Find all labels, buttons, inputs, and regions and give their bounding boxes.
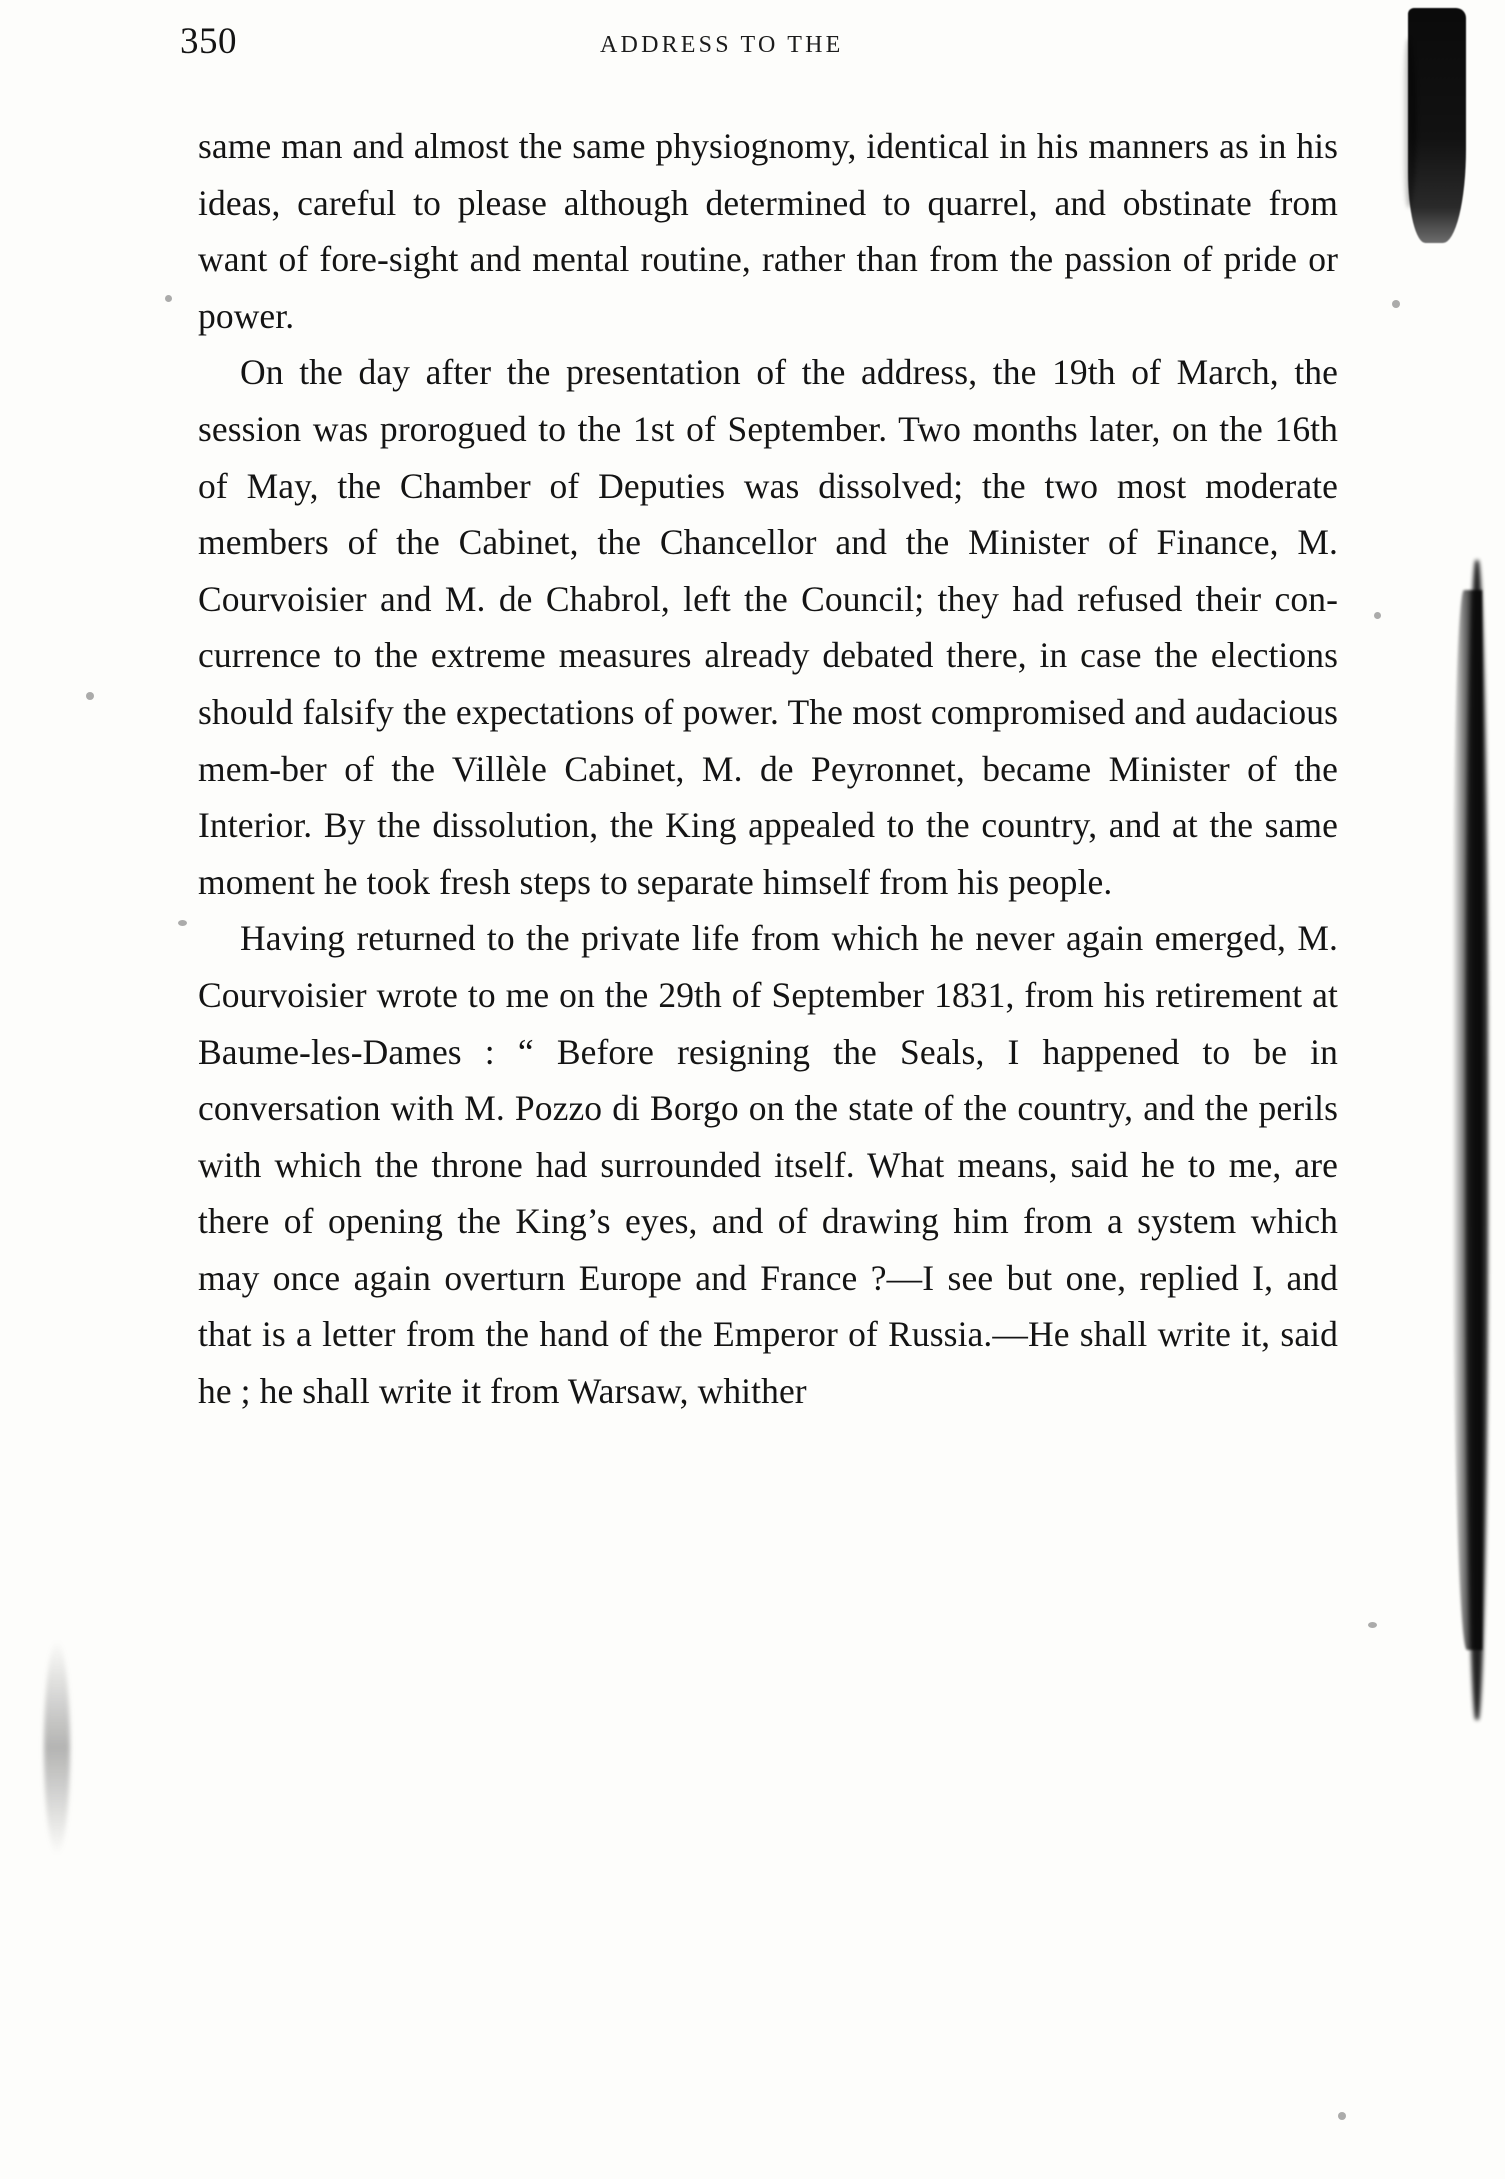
paragraph-1: same man and almost the same physiognomy, identical in his manners as in his ideas, careful to please although determined to quarrel, and obstinate from want of fore-sight and mental routine, rather than from the passion of pride or power.	[198, 126, 1338, 336]
page-edge-gradient-artifact	[1452, 590, 1482, 1650]
paragraph-2: On the day after the presentation of the address, the 19th of March, the session was prorogued to the 1st of September. Two months later, on the 16th of May, the Chamber of Deputies was dissolved; the two most moderate members of the Cabinet, the Chancellor and the Minister of Finance, M. Courvoisier and M. de Chabrol, left the Council; they had refused their con-currence to the extreme measures already debated there, in case the elections should falsify the expectations of power. The most compromised and audacious mem-ber of the Villèle Cabinet, M. de Peyronnet, became Minister of the Interior. By the dissolution, the King appealed to the country, and at the same moment he took fresh steps to separate himself from his people.	[198, 352, 1338, 902]
speck-artifact	[1392, 300, 1400, 308]
speck-artifact	[1368, 1622, 1377, 1628]
smudge-artifact	[44, 1640, 70, 1855]
speck-artifact	[1374, 612, 1381, 619]
body-text-column	[198, 118, 1338, 1420]
speck-artifact	[165, 295, 172, 302]
speck-artifact	[1338, 2112, 1346, 2120]
speck-artifact	[178, 920, 187, 926]
page-number: 350	[180, 21, 237, 62]
speck-artifact	[86, 692, 94, 700]
running-head-title: ADDRESS TO THE	[600, 32, 844, 58]
running-head	[180, 20, 1340, 70]
ink-blob-artifact	[1408, 8, 1466, 243]
paragraph-3: Having returned to the private life from which he never again emerged, M. Courvoisier wrote to me on the 29th of September 1831, from his retirement at Baume-les-Dames : “ Before resigning the Seals, I happened to be in conversation with M. Pozzo di Borgo on the state of the country, and the perils with which the throne had surrounded itself. What means, said he to me, are there of opening the King’s eyes, and of drawing him from a system which may once again overturn Europe and France ?—I see but one, replied I, and that is a letter from the hand of the Emperor of Russia.—He shall write it, said he ; he shall write it from Warsaw, whither	[198, 918, 1338, 1412]
